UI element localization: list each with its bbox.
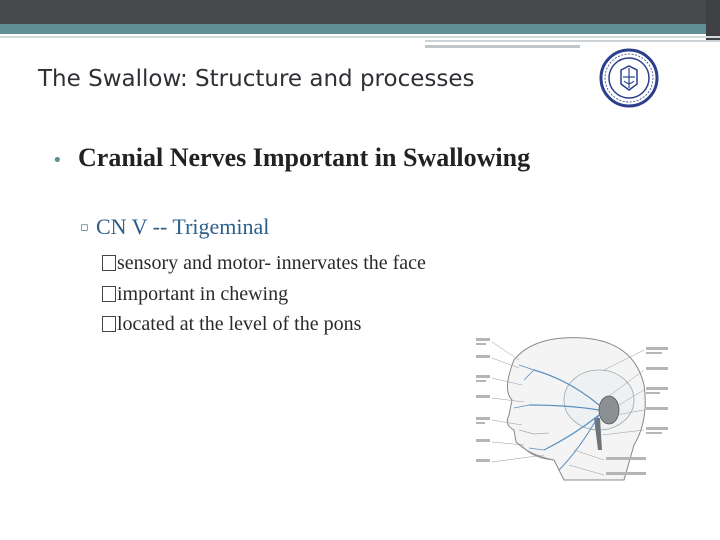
bullet-heading: Cranial Nerves Important in Swallowing [78,143,531,172]
list-item [102,283,288,306]
divider-line [0,36,720,38]
list-item [102,252,426,275]
sub-bullet-heading: CN V -- Trigeminal [96,214,270,239]
missing-glyph-icon [102,316,116,332]
missing-glyph-icon [102,286,116,302]
header-bar-teal [0,24,720,34]
bullet-square-icon: ▫ [80,220,89,235]
list-item-text: sensory and motor- innervates the face [117,252,426,274]
divider-line [425,40,720,42]
slide-title: The Swallow: Structure and processes [38,66,475,92]
trigeminal-nerve-diagram [474,330,674,490]
list-item-text: important in chewing [117,283,289,305]
bullet-dot-icon: • [52,150,63,171]
university-seal-icon [599,48,659,108]
missing-glyph-icon [102,255,116,271]
list-item [102,313,361,336]
header-bar-corner [706,0,720,40]
divider-line [425,45,580,48]
header-bar-dark [0,0,720,24]
list-item-text: located at the level of the pons [117,313,362,335]
